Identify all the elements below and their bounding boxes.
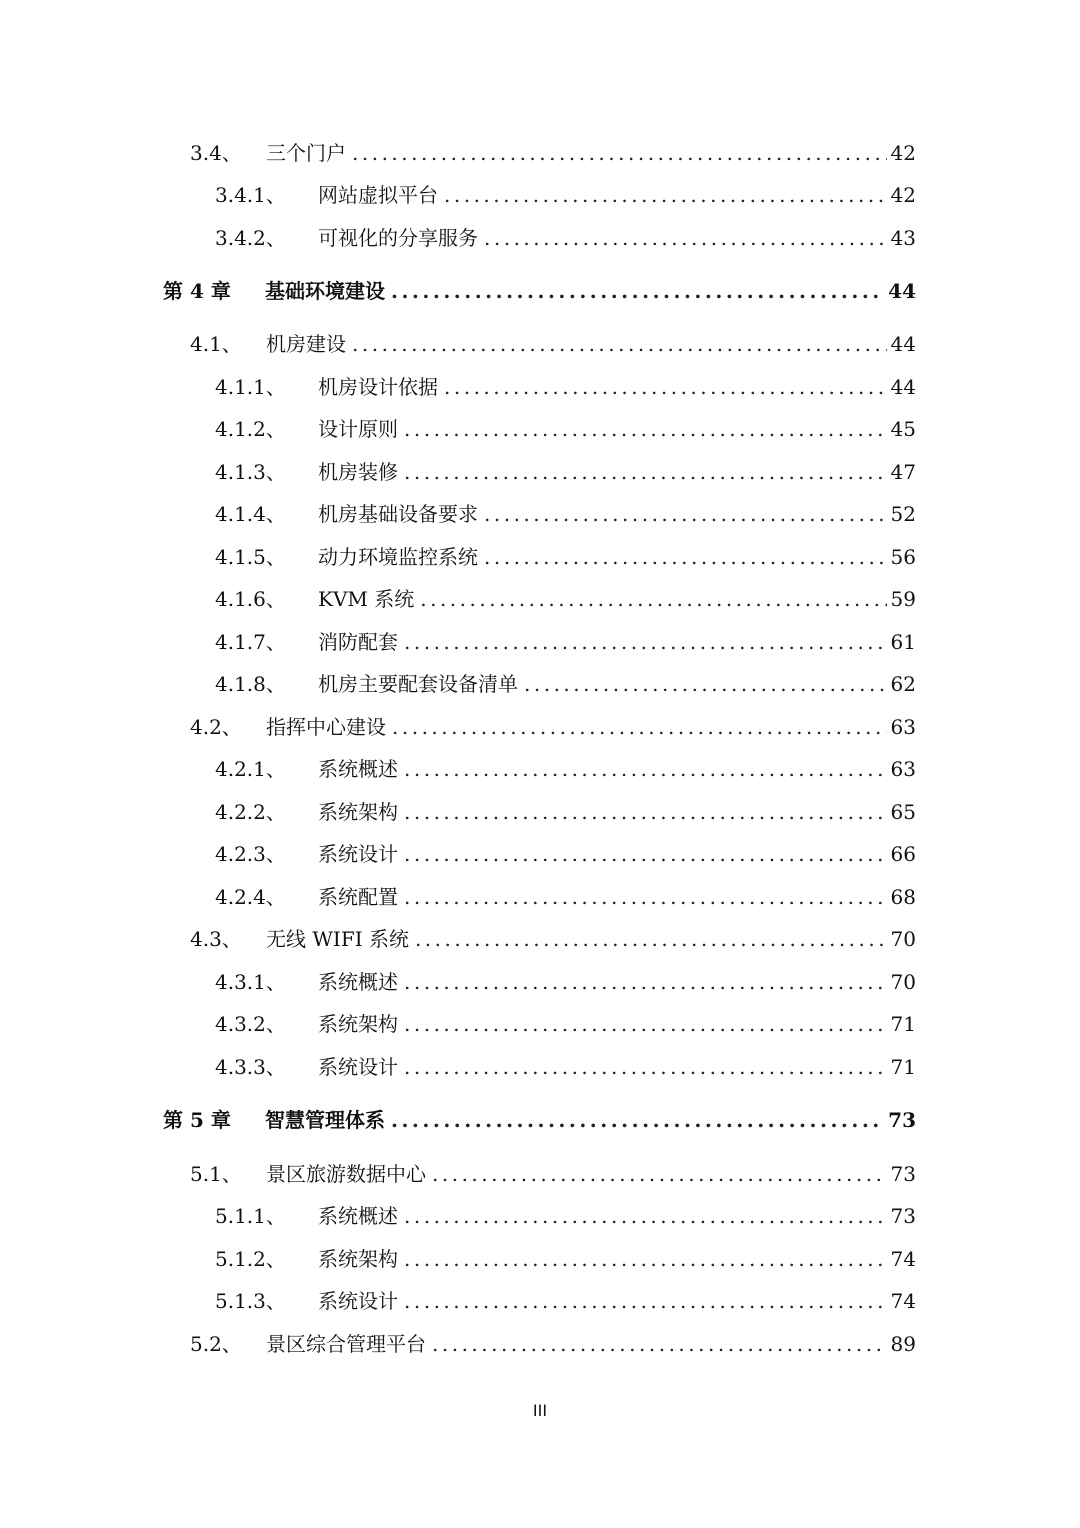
toc-entry-page: 43 [890,226,916,250]
toc-entry-page: 56 [890,545,916,569]
toc-entry-number: 3.4.2、 [215,226,286,250]
toc-entry-title: 消防配套 [318,630,398,654]
toc-entry[interactable] [215,415,916,443]
toc-dot-leader [404,968,887,996]
toc-dot-leader [404,798,887,826]
toc-entry-title: 机房主要配套设备清单 [318,672,518,696]
toc-entry[interactable] [190,1330,916,1358]
toc-entry-title: 系统设计 [318,1055,398,1079]
toc-entry-title: 景区综合管理平台 [266,1332,426,1356]
toc-entry[interactable] [215,628,916,656]
toc-entry-page: 71 [890,1012,916,1036]
toc-entry[interactable] [163,277,916,305]
toc-entry-title: 基础环境建设 [265,279,385,303]
toc-entry[interactable] [215,968,916,996]
toc-entry-page: 68 [890,885,916,909]
toc-entry-title: 指挥中心建设 [266,715,386,739]
toc-entry-title: 机房建设 [266,332,346,356]
toc-entry-title: 无线 WIFI 系统 [266,927,409,951]
toc-entry-title: KVM 系统 [318,587,415,611]
toc-entry[interactable] [215,500,916,528]
toc-entry-page: 73 [890,1162,916,1186]
toc-dot-leader [444,373,887,401]
toc-entry-title: 系统概述 [318,970,398,994]
toc-entry-page: 65 [890,800,916,824]
toc-entry-number: 4.1.3、 [215,460,286,484]
toc-dot-leader [404,755,887,783]
toc-entry[interactable] [215,883,916,911]
toc-dot-leader [432,1330,887,1358]
toc-entry-title: 设计原则 [318,417,398,441]
toc-entry-title: 景区旅游数据中心 [266,1162,426,1186]
page-number: III [532,1401,548,1420]
toc-entry[interactable] [215,181,916,209]
toc-entry[interactable] [215,1053,916,1081]
toc-entry-number: 4.3.1、 [215,970,286,994]
toc-dot-leader [420,585,886,613]
toc-entry[interactable] [215,543,916,571]
toc-entry-page: 71 [890,1055,916,1079]
toc-entry-number: 5.2、 [190,1332,242,1356]
toc-entry-number: 第 5 章 [163,1108,231,1132]
toc-entry-page: 42 [890,141,916,165]
toc-entry-number: 4.2.2、 [215,800,286,824]
toc-entry-number: 5.1、 [190,1162,242,1186]
toc-entry-title: 系统架构 [318,1247,398,1271]
toc-entry-title: 机房设计依据 [318,375,438,399]
toc-entry[interactable] [190,925,916,953]
toc-entry-number: 4.1.8、 [215,672,286,696]
toc-entry-number: 4.2.3、 [215,842,286,866]
toc-entry-number: 3.4.1、 [215,183,286,207]
toc-entry-page: 66 [890,842,916,866]
toc-entry-number: 4.1、 [190,332,242,356]
toc-entry-title: 智慧管理体系 [265,1108,385,1132]
toc-entry[interactable] [215,798,916,826]
toc-entry[interactable] [190,139,916,167]
toc-dot-leader [432,1160,887,1188]
toc-entry[interactable] [215,585,916,613]
toc-dot-leader [391,1106,884,1134]
toc-dot-leader [404,1202,887,1230]
toc-entry-page: 62 [890,672,916,696]
toc-entry[interactable] [215,458,916,486]
toc-entry-number: 5.1.3、 [215,1289,286,1313]
toc-entry-title: 系统概述 [318,757,398,781]
toc-entry-page: 61 [890,630,916,654]
toc-dot-leader [404,628,887,656]
toc-entry-number: 5.1.2、 [215,1247,286,1271]
toc-dot-leader [404,840,887,868]
toc-entry-title: 机房装修 [318,460,398,484]
toc-dot-leader [404,1245,887,1273]
toc-entry-title: 系统概述 [318,1204,398,1228]
toc-entry-title: 可视化的分享服务 [318,226,478,250]
toc-entry-page: 89 [890,1332,916,1356]
toc-dot-leader [444,181,887,209]
toc-entry[interactable] [215,1287,916,1315]
toc-dot-leader [391,277,884,305]
toc-entry-number: 4.3.3、 [215,1055,286,1079]
toc-entry-number: 4.1.6、 [215,587,286,611]
toc-entry-number: 4.1.5、 [215,545,286,569]
toc-entry[interactable] [215,224,916,252]
toc-dot-leader [484,500,887,528]
toc-entry[interactable] [215,840,916,868]
toc-entry-title: 系统架构 [318,800,398,824]
toc-dot-leader [352,139,887,167]
toc-entry-number: 4.1.1、 [215,375,286,399]
toc-entry-page: 70 [890,970,916,994]
toc-entry[interactable] [215,755,916,783]
toc-entry[interactable] [215,1010,916,1038]
toc-entry-page: 44 [888,279,916,303]
toc-entry-page: 45 [890,417,916,441]
toc-dot-leader [484,224,887,252]
toc-entry-page: 42 [890,183,916,207]
toc-dot-leader [404,1010,887,1038]
toc-entry-title: 系统架构 [318,1012,398,1036]
toc-entry-number: 3.4、 [190,141,242,165]
toc-dot-leader [415,925,887,953]
toc-entry-page: 73 [888,1108,916,1132]
toc-entry-number: 4.3、 [190,927,242,951]
toc-entry-page: 63 [890,757,916,781]
toc-entry-number: 4.1.4、 [215,502,286,526]
toc-dot-leader [392,713,887,741]
toc-entry-page: 70 [890,927,916,951]
toc-dot-leader [484,543,887,571]
toc-entry-page: 74 [890,1289,916,1313]
toc-entry-number: 4.2.4、 [215,885,286,909]
toc-entry-title: 系统设计 [318,842,398,866]
toc-dot-leader [404,415,887,443]
toc-entry[interactable] [163,1106,916,1134]
toc-entry-title: 机房基础设备要求 [318,502,478,526]
toc-entry-number: 4.1.2、 [215,417,286,441]
toc-entry-page: 44 [890,375,916,399]
toc-entry[interactable] [190,713,916,741]
toc-entry-page: 73 [890,1204,916,1228]
toc-dot-leader [524,670,887,698]
toc-entry[interactable] [215,1202,916,1230]
toc-entry-page: 47 [890,460,916,484]
toc-entry-title: 系统配置 [318,885,398,909]
toc-dot-leader [404,458,887,486]
toc-entry-number: 第 4 章 [163,279,231,303]
toc-dot-leader [404,1053,887,1081]
toc-entry-title: 三个门户 [266,141,346,165]
toc-entry-number: 4.1.7、 [215,630,286,654]
toc-dot-leader [352,330,887,358]
toc-entry-number: 5.1.1、 [215,1204,286,1228]
toc-entry-page: 44 [890,332,916,356]
toc-entry-title: 系统设计 [318,1289,398,1313]
toc-entry-page: 63 [890,715,916,739]
toc-dot-leader [404,883,887,911]
toc-entry-page: 52 [890,502,916,526]
toc-entry-number: 4.2.1、 [215,757,286,781]
toc-entry-title: 动力环境监控系统 [318,545,478,569]
toc-entry-page: 59 [890,587,916,611]
toc-entry-title: 网站虚拟平台 [318,183,438,207]
toc-entry[interactable] [215,373,916,401]
toc-entry[interactable] [190,330,916,358]
toc-entry[interactable] [190,1160,916,1188]
toc-entry-number: 4.3.2、 [215,1012,286,1036]
toc-entry-number: 4.2、 [190,715,242,739]
toc-dot-leader [404,1287,887,1315]
toc-entry-page: 74 [890,1247,916,1271]
toc-entry[interactable] [215,1245,916,1273]
toc-entry[interactable] [215,670,916,698]
